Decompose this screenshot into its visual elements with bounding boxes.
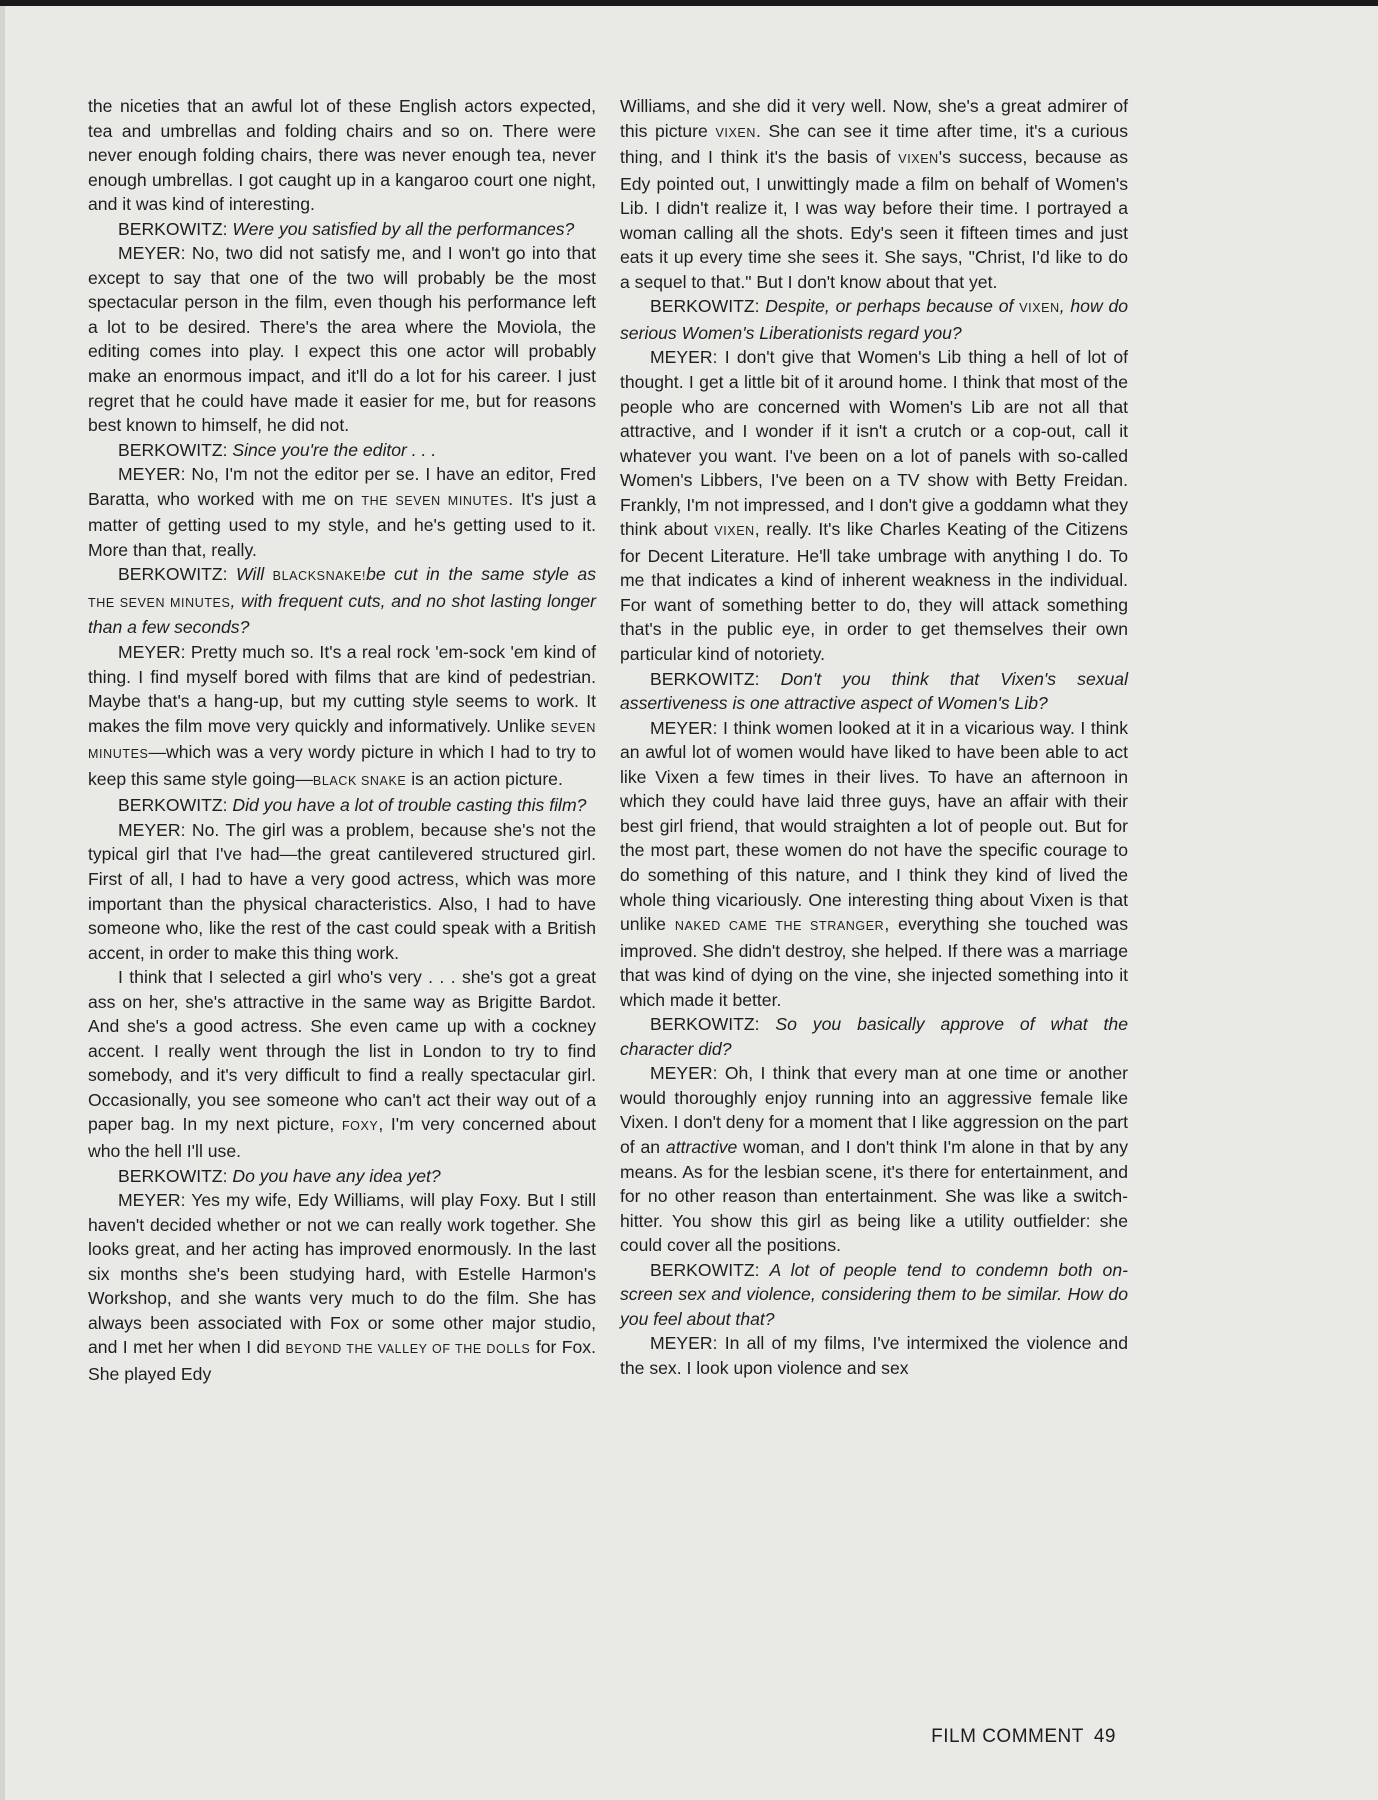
- answer: MEYER: Pretty much so. It's a real rock 'em-sock 'em kind of thing. I find myself bored with films that are kind of pedestrian. Maybe that's a hang-up, but my cutting style seems to work. It makes the film move very quickly and informatively. Unlike SEVEN MINUTES—which was a very wordy picture in which I had to try to keep this same style going—BLACK SNAKE is an action picture.: [88, 642, 596, 789]
- answer: MEYER: I don't give that Women's Lib thing a hell of lot of thought. I get a little bit of it around home. I think that most of the people who are concerned with Women's Lib are not all that attractive, and I wonder if it isn't a crutch or a cop-out, call it whatever you want. I've been on a lot of panels with so-called Women's Libbers, I've been on a TV show with Betty Freidan. Frankly, I'm not impressed, and I don't give a goddamn what they think about VIXEN, really. It's like Charles Keating of the Citizens for Decent Literature. He'll take umbrage with anything I do. To me that indicates a kind of inherent weakness in the individual. For want of something better to do, they will attack something that's in the public eye, in order to get themselves their own particular kind of notoriety.: [620, 347, 1128, 665]
- film-title: BEYOND THE VALLEY OF THE DOLLS: [285, 1342, 531, 1357]
- right-column: [620, 94, 1128, 1380]
- film-title: VIXEN: [714, 524, 755, 539]
- film-title: VIXEN: [1019, 301, 1060, 316]
- film-title: SEVEN MINUTES: [88, 720, 596, 762]
- film-title: BLACK SNAKE: [312, 773, 407, 788]
- answer: MEYER: Oh, I think that every man at one time or another would thoroughly enjoy running into an aggressive female like Vixen. I don't deny for a moment that I like aggression on the part of an attractive woman, and I don't think I'm alone in that by any means. As for the lesbian scene, it's there for entertainment, and for no other reason than entertainment. She was like a switch-hitter. You show this girl as being like a utility outfielder: she could cover all the positions.: [620, 1063, 1129, 1256]
- scan-left-edge: [0, 6, 5, 1800]
- answer: MEYER: Yes my wife, Edy Williams, will play Foxy. But I still haven't decided whether or not we can really work together. She looks great, and her acting has improved enormously. In the last six months she's been studying hard, with Estelle Harmon's Workshop, and she wants very much to do the film. She has always been associated with Fox or some other major studio, and I met her when I did BEYOND THE VALLEY OF THE DOLLS for Fox. She played Edy: [88, 1190, 596, 1384]
- question: BERKOWITZ: Were you satisfied by all the performances?: [118, 218, 575, 239]
- answer: Williams, and she did it very well. Now, she's a great admirer of this picture VIXEN. She can see it time after time, it's a curious thing, and I think it's the basis of VIXEN's success, because as Edy pointed out, I unwittingly made a film on behalf of Women's Lib. I didn't realize it, I was way before their time. I portrayed a woman calling all the shots. Edy's seen it fifteen times and just eats it up every time she sees it. She says, "Christ, I'd like to do a sequel to that." But I don't know about that yet.: [620, 96, 1129, 292]
- page-footer: [921, 1726, 1116, 1748]
- answer: MEYER: I think women looked at it in a vicarious way. I think an awful lot of women would have liked to have been able to act like Vixen a few times in their lives. To have an afternoon in which they could have laid three guys, have an affair with their best girl friend, that would straighten a lot of people out. But for the most part, these women do not have the specific courage to do something of this nature, and I think they kind of lived the whole thing vicariously. One interesting thing about Vixen is that unlike NAKED CAME THE STRANGER, everything she touched was improved. She didn't destroy, she helped. If there was a marriage that was kind of dying on the vine, she injected something into it which made it better.: [620, 717, 1128, 1010]
- question: BERKOWITZ: Will BLACKSNAKE!be cut in the same style as THE SEVEN MINUTES, with frequent cuts, and no shot lasting longer than a few seconds?: [88, 564, 597, 638]
- film-title: NAKED CAME THE STRANGER: [674, 919, 885, 934]
- question: BERKOWITZ: A lot of people tend to condemn both on-screen sex and violence, considering them to be similar. How do you feel about that?: [620, 1259, 1128, 1329]
- left-column: [88, 94, 596, 1386]
- film-title: BLACKSNAKE!: [272, 569, 367, 584]
- answer: I think that I selected a girl who's very . . . she's got a great ass on her, she's attractive in the same way as Brigitte Bardot. And she's a good actress. She even came up with a cockney accent. I really went through the list in London to try to find somebody, and it's very difficult to find a really spectacular girl. Occasionally, you see someone who can't act their way out of a paper bag. In my next picture, FOXY, I'm very concerned about who the hell I'll use.: [88, 967, 596, 1161]
- answer: MEYER: No. The girl was a problem, because she's not the typical girl that I've had—the great cantilevered structured girl. First of all, I had to have a very good actress, which was more important than the physical characteristics. Also, I had to have someone who, like the rest of the cast could speak with a British accent, in order to make this thing work.: [88, 819, 596, 963]
- question: BERKOWITZ: Do you have any idea yet?: [118, 1165, 441, 1186]
- answer: MEYER: No, two did not satisfy me, and I won't go into that except to say that one of the two will probably be the most spectacular person in the film, even though his performance left a lot to be desired. There's the area where the Moviola, the editing comes into play. I expect this one actor will probably make an enormous impact, and it'll do a lot for his career. I just regret that he could have made it easier for me, but for reasons best known to himself, he did not.: [88, 243, 596, 436]
- film-title: VIXEN: [715, 125, 756, 140]
- question: BERKOWITZ: Despite, or perhaps because of VIXEN, how do serious Women's Liberationists regard you?: [620, 296, 1129, 343]
- film-title: VIXEN: [898, 152, 939, 167]
- film-title: THE SEVEN MINUTES: [361, 493, 509, 508]
- question: BERKOWITZ: So you basically approve of what the character did?: [620, 1014, 1129, 1059]
- film-title: THE SEVEN MINUTES: [88, 595, 231, 610]
- page-number: 49: [1093, 1726, 1116, 1747]
- answer: MEYER: No, I'm not the editor per se. I have an editor, Fred Baratta, who worked with me on THE SEVEN MINUTES. It's just a matter of getting used to my style, and he's getting used to it. More than that, really.: [88, 464, 597, 560]
- magazine-name: FILM COMMENT: [931, 1726, 1084, 1747]
- paragraph: the niceties that an awful lot of these English actors expected, tea and umbrellas and folding chairs and so on. There were never enough folding chairs, there was never enough tea, never enough umbrellas. I got caught up in a kangaroo court one night, and it was kind of interesting.: [88, 96, 596, 215]
- answer: MEYER: In all of my films, I've intermixed the violence and the sex. I look upon violence and sex: [620, 1333, 1128, 1378]
- question: BERKOWITZ: Since you're the editor . . .: [118, 439, 437, 460]
- scan-top-edge: [0, 0, 1378, 6]
- question: BERKOWITZ: Don't you think that Vixen's sexual assertiveness is one attractive aspect of Women's Lib?: [620, 668, 1129, 714]
- emphasis: attractive: [665, 1136, 738, 1157]
- film-title: FOXY: [341, 1119, 379, 1134]
- question: BERKOWITZ: Did you have a lot of trouble casting this film?: [118, 795, 587, 816]
